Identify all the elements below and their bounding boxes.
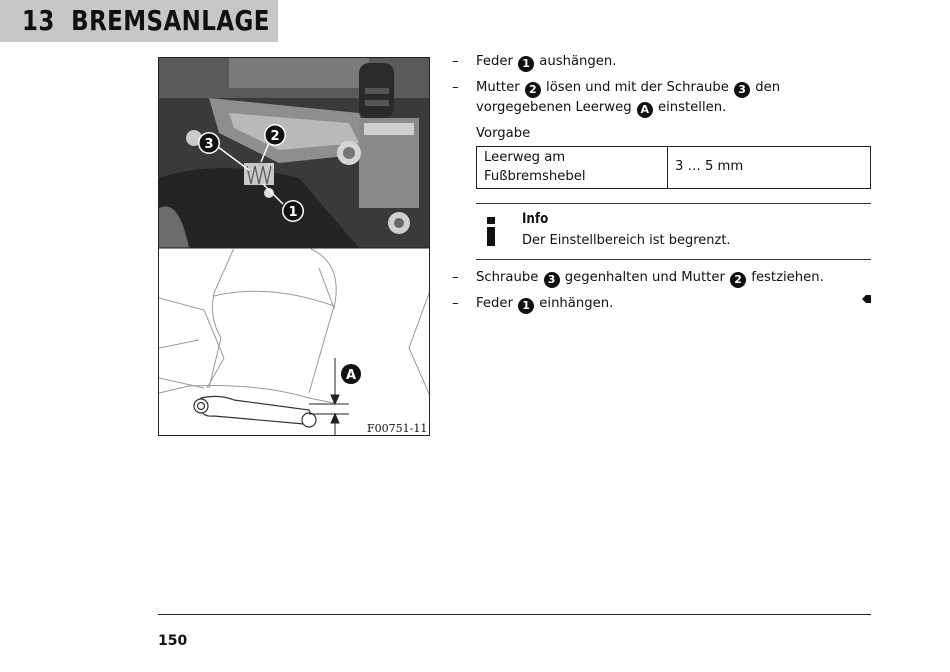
brake-lever-drawing: [194, 396, 316, 427]
spec-value: 3 … 5 mm: [668, 146, 871, 188]
table-row: [477, 146, 871, 188]
photo-panel: [159, 58, 430, 248]
svg-text:2: 2: [270, 129, 280, 144]
chapter-number: 13: [22, 4, 55, 37]
end-marker-icon: [862, 295, 871, 303]
marker-a: A: [637, 102, 653, 118]
marker-1: 1: [518, 298, 534, 314]
line-drawing-panel: [159, 248, 430, 403]
info-box: [476, 203, 871, 260]
step-4: – Feder 1 einhängen.: [452, 295, 614, 312]
marker-3: 3: [734, 82, 750, 98]
vorgabe-label: Vorgabe: [476, 126, 531, 141]
step-3: – Schraube 3 gegenhalten und Mutter 2 festziehen.: [452, 269, 824, 286]
svg-text:1: 1: [288, 205, 298, 220]
footer-rule: [158, 614, 871, 615]
page-number: 150: [158, 633, 188, 649]
step-2: – Mutter 2 lösen und mit der Schraube 3 den vorgegebenen Leerweg A einstellen.: [452, 80, 781, 116]
callout-a-drawing: [341, 364, 361, 384]
info-icon: [478, 214, 504, 248]
marker-2: 2: [730, 272, 746, 288]
spec-name: Leerweg am Fußbremshebel: [477, 146, 668, 188]
marker-3: 3: [544, 272, 560, 288]
instructions: [452, 52, 872, 320]
marker-1: 1: [518, 56, 534, 72]
callout-2-photo: [264, 124, 286, 146]
brake-pedal-figure: [158, 57, 430, 436]
info-title: Info: [522, 210, 549, 227]
callout-3-photo: [198, 132, 220, 154]
chapter-name: BREMSANLAGE: [71, 4, 270, 37]
spec-table: [476, 146, 871, 189]
step-1: – Feder 1 aushängen.: [452, 54, 617, 70]
callout-1-photo: [282, 200, 304, 222]
info-text: Der Einstellbereich ist begrenzt.: [522, 232, 731, 248]
figure-code: F00751-11: [367, 422, 428, 435]
chapter-title: [22, 3, 270, 39]
chapter-header: [0, 0, 278, 42]
svg-text:A: A: [345, 368, 357, 383]
svg-text:3: 3: [204, 137, 214, 152]
marker-2: 2: [525, 82, 541, 98]
